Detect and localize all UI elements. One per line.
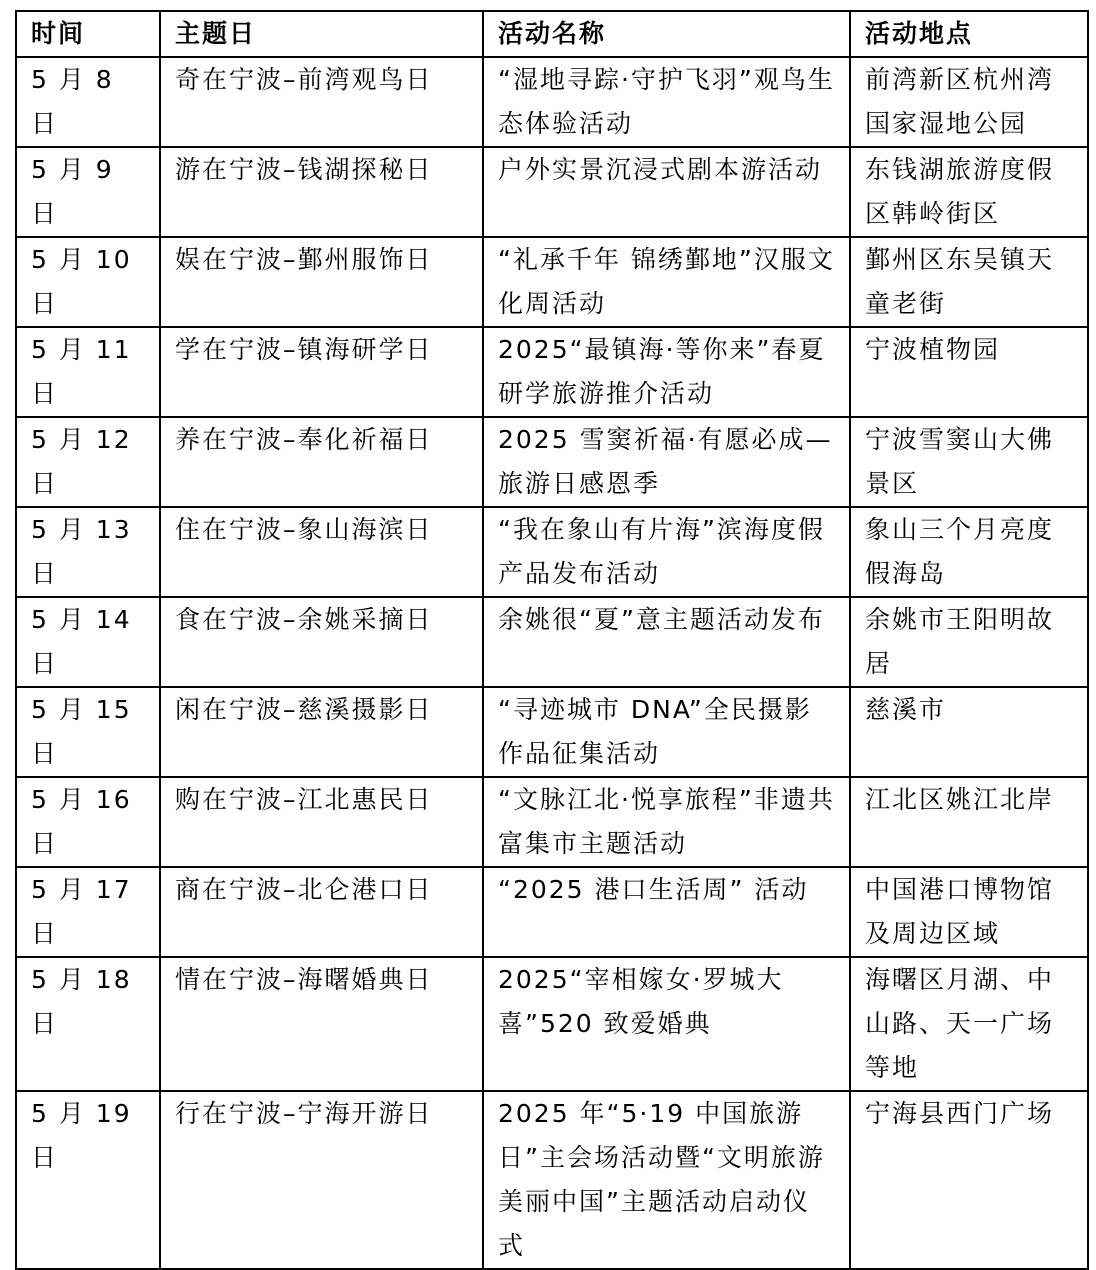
place-cell: 中国港口博物馆及周边区域 xyxy=(850,867,1088,957)
activity-name-cell: 2025“最镇海·等你来”春夏研学旅游推介活动 xyxy=(483,327,850,417)
place-cell: 余姚市王阳明故居 xyxy=(850,597,1088,687)
table-row xyxy=(16,1091,1088,1269)
place-cell: 鄞州区东吴镇天童老街 xyxy=(850,237,1088,327)
date-cell: 5 月 9 日 xyxy=(16,147,160,237)
theme-cell: 闲在宁波–慈溪摄影日 xyxy=(160,687,483,777)
place-cell: 慈溪市 xyxy=(850,687,1088,777)
theme-cell: 情在宁波–海曙婚典日 xyxy=(160,957,483,1091)
theme-cell: 商在宁波–北仑港口日 xyxy=(160,867,483,957)
place-cell: 宁波植物园 xyxy=(850,327,1088,417)
activity-name-cell: “文脉江北·悦享旅程”非遗共富集市主题活动 xyxy=(483,777,850,867)
activity-name-cell: “2025 港口生活周” 活动 xyxy=(483,867,850,957)
theme-cell: 养在宁波–奉化祈福日 xyxy=(160,417,483,507)
activity-name-cell: “湿地寻踪·守护飞羽”观鸟生态体验活动 xyxy=(483,57,850,147)
header-activity-name: 活动名称 xyxy=(483,11,850,57)
table-row xyxy=(16,777,1088,867)
table-row xyxy=(16,57,1088,147)
place-cell: 宁海县西门广场 xyxy=(850,1091,1088,1269)
header-time: 时间 xyxy=(16,11,160,57)
place-cell: 东钱湖旅游度假区韩岭街区 xyxy=(850,147,1088,237)
date-cell: 5 月 10 日 xyxy=(16,237,160,327)
date-cell: 5 月 16 日 xyxy=(16,777,160,867)
schedule-table xyxy=(15,10,1089,1270)
theme-cell: 住在宁波–象山海滨日 xyxy=(160,507,483,597)
activity-name-cell: “寻迹城市 DNA”全民摄影作品征集活动 xyxy=(483,687,850,777)
date-cell: 5 月 13 日 xyxy=(16,507,160,597)
table-row xyxy=(16,867,1088,957)
theme-cell: 学在宁波–镇海研学日 xyxy=(160,327,483,417)
date-cell: 5 月 12 日 xyxy=(16,417,160,507)
date-cell: 5 月 11 日 xyxy=(16,327,160,417)
table-row xyxy=(16,597,1088,687)
activity-name-cell: 2025 年“5·19 中国旅游日”主会场活动暨“文明旅游 美丽中国”主题活动启动仪式 xyxy=(483,1091,850,1269)
theme-cell: 行在宁波–宁海开游日 xyxy=(160,1091,483,1269)
table-header-row xyxy=(16,11,1088,57)
theme-cell: 食在宁波–余姚采摘日 xyxy=(160,597,483,687)
date-cell: 5 月 8 日 xyxy=(16,57,160,147)
table-row xyxy=(16,417,1088,507)
theme-cell: 购在宁波–江北惠民日 xyxy=(160,777,483,867)
table-row xyxy=(16,327,1088,417)
header-theme-day: 主题日 xyxy=(160,11,483,57)
theme-cell: 奇在宁波–前湾观鸟日 xyxy=(160,57,483,147)
date-cell: 5 月 17 日 xyxy=(16,867,160,957)
place-cell: 江北区姚江北岸 xyxy=(850,777,1088,867)
date-cell: 5 月 14 日 xyxy=(16,597,160,687)
activity-name-cell: “我在象山有片海”滨海度假产品发布活动 xyxy=(483,507,850,597)
theme-cell: 游在宁波–钱湖探秘日 xyxy=(160,147,483,237)
place-cell: 海曙区月湖、中山路、天一广场等地 xyxy=(850,957,1088,1091)
date-cell: 5 月 19 日 xyxy=(16,1091,160,1269)
activity-name-cell: 余姚很“夏”意主题活动发布 xyxy=(483,597,850,687)
activity-name-cell: 2025“宰相嫁女·罗城大喜”520 致爱婚典 xyxy=(483,957,850,1091)
table-row xyxy=(16,687,1088,777)
theme-cell: 娱在宁波–鄞州服饰日 xyxy=(160,237,483,327)
place-cell: 宁波雪窦山大佛景区 xyxy=(850,417,1088,507)
date-cell: 5 月 18 日 xyxy=(16,957,160,1091)
table-row xyxy=(16,957,1088,1091)
activity-name-cell: 户外实景沉浸式剧本游活动 xyxy=(483,147,850,237)
table-row xyxy=(16,147,1088,237)
activity-name-cell: 2025 雪窦祈福·有愿必成—旅游日感恩季 xyxy=(483,417,850,507)
table-row xyxy=(16,507,1088,597)
place-cell: 象山三个月亮度假海岛 xyxy=(850,507,1088,597)
place-cell: 前湾新区杭州湾国家湿地公园 xyxy=(850,57,1088,147)
header-activity-place: 活动地点 xyxy=(850,11,1088,57)
table-row xyxy=(16,237,1088,327)
activity-name-cell: “礼承千年 锦绣鄞地”汉服文化周活动 xyxy=(483,237,850,327)
date-cell: 5 月 15 日 xyxy=(16,687,160,777)
